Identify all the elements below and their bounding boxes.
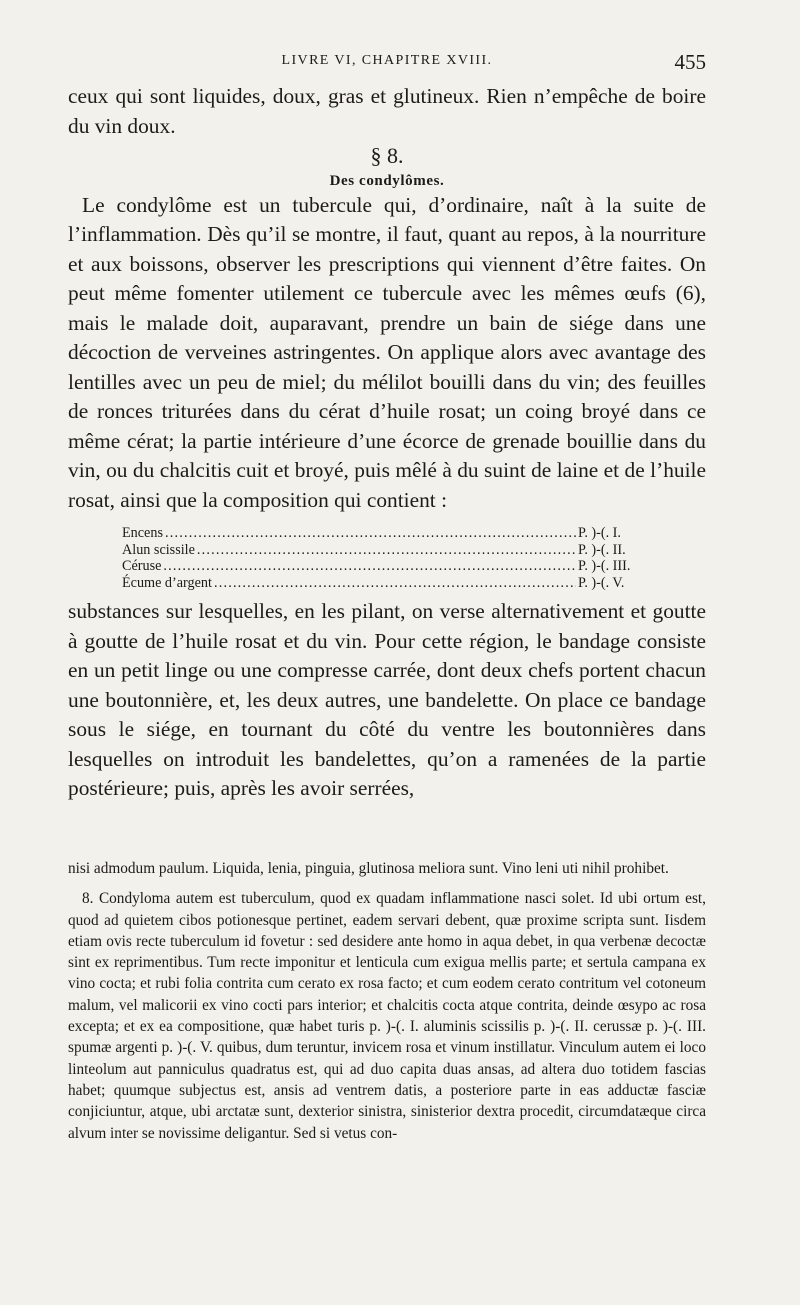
ingredient-dose: P. )-(. II.: [578, 541, 626, 558]
ingredient-dose: P. )-(. I.: [578, 525, 621, 541]
dot-leader: [165, 525, 576, 542]
opening-paragraph: ceux qui sont liquides, doux, gras et glutineux. Rien n’empêche de boire du vin doux.: [68, 84, 706, 138]
ingredient-name: Céruse: [122, 558, 162, 574]
page-header: [68, 50, 706, 74]
dot-leader: [197, 542, 576, 559]
dot-leader: [214, 575, 576, 592]
ingredient-dose: P. )-(. V.: [578, 574, 625, 591]
ingredient-name: Encens: [122, 525, 163, 541]
running-head: LIVRE VI, CHAPITRE XVIII.: [281, 53, 493, 68]
section-title: Des condylômes.: [329, 172, 445, 189]
main-text: [68, 82, 706, 804]
ingredient-name: Alun scissile: [122, 541, 195, 558]
recipe-list: [122, 525, 670, 591]
latin-section: 8. Condyloma autem est tuberculum, quod ex quadam inflammatione nasci solet. Id ubi ortum est, quod ad quietem cibos potionesque pertinet, eadem servari debent, quæ proxime scripta sunt. Iisdem etiam ovis recte tuberculum id fovetur : sed desidere ante homo in aqua debet, in qua verbenæ decoctæ sint ex reprimentibus. Tum recte imponitur et lenticula cum exigua mellis parte; et sertula campana ex vino cocta; et rubi folia contrita cum cerato ex rosa facto; et cum eodem cerato contritum vel cotoneum malum, vel malicorii ex vino cocti pars interior; et chalcitis cocta atque contrita, deinde œsypo ac rosa excepta; et ex ea compositione, quæ habet turis p. )-(. I. aluminis scissilis p. )-(. II. cerussæ p. )-(. III. spumæ argenti p. )-(. V. quibus, dum teruntur, invicem rosa et vinum instillatur. Vinculum autem ei loco linteolum aut panniculus quadratus est, qui ad duo capita duas ansas, ad altera duo totidem fascias habet; quumque subjectus est, ansis ad ventrem datis, a posteriore parte in eas adductæ fasciæ conjiciuntur, atque, ubi arctatæ sunt, dexterior sinistra, sinisterior dextra procedit, circumdatæque circa alvum inter se novissime deligantur. Sed si vetus con-: [68, 890, 706, 1142]
body-paragraph: substances sur lesquelles, en les pilant, on verse alternativement et goutte à goutte de l’huile rosat et du vin. Pour cette région, le bandage consiste en un petit linge ou une compresse carrée, dont deux chefs portent chacun une boutonnière, et, les deux autres, une bandelette. On place ce bandage sous le siége, en tournant du côté du ventre les boutonnières dans lesquelles on introduit les bandelettes, qu’on a ramenées de la partie postérieure; puis, après les avoir serrées,: [68, 599, 706, 800]
ingredient-dose: P. )-(. III.: [578, 558, 631, 574]
recipe-item: [122, 525, 670, 542]
recipe-item: [122, 575, 670, 592]
dot-leader: [163, 558, 576, 575]
body-paragraph: Le condylôme est un tubercule qui, d’ordinaire, naît à la suite de l’inflammation. Dès qu’il se montre, il faut, quant au repos, à la nourriture et aux boissons, observer les prescriptions qui viennent d’être faites. On peut même fomenter utilement ce tubercule avec les mêmes œufs (6), mais le malade doit, auparavant, prendre un bain de siége dans une décoction de verveines astringentes. On applique alors avec avantage des lentilles avec un peu de miel; du mélilot bouilli dans du vin; des feuilles de ronces triturées dans du cérat d’huile rosat; un coing broyé dans ce même cérat; la partie intérieure d’une écorce de grenade bouillie dans du vin, ou du chalcitis cuit et broyé, puis mêlé à du suint de laine et de l’huile rosat, ainsi que la composition qui contient :: [68, 192, 706, 512]
section-number: § 8.: [370, 143, 404, 168]
latin-original: [68, 858, 706, 1144]
page-number: 455: [674, 50, 706, 74]
recipe-item: [122, 558, 670, 575]
latin-continuation: nisi admodum paulum. Liquida, lenia, pinguia, glutinosa meliora sunt. Vino leni uti nihil prohibet.: [68, 860, 669, 877]
recipe-item: [122, 542, 670, 559]
ingredient-name: Écume d’argent: [122, 574, 212, 591]
